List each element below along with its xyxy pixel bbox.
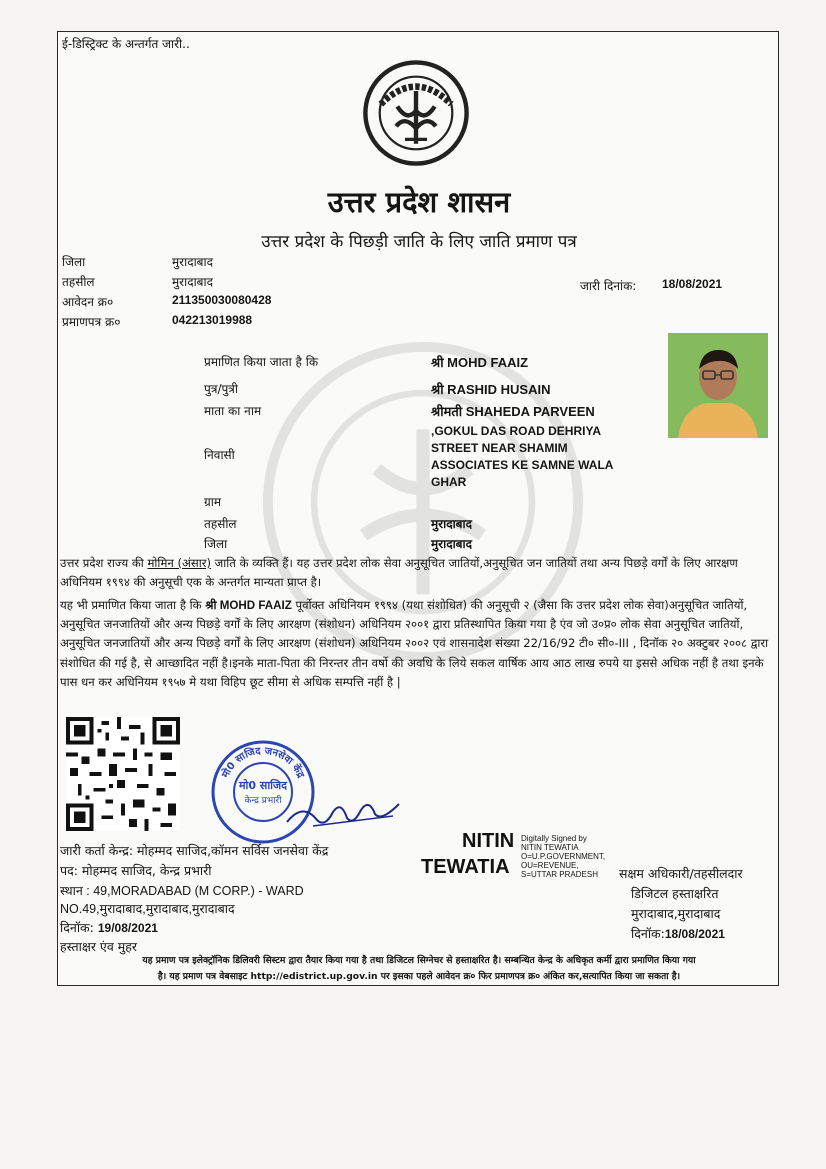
application-label: आवेदन क्र०	[62, 295, 114, 309]
tehsil2-label: तहसील	[204, 517, 237, 531]
stamp-role: केन्द्र प्रभारी	[244, 796, 282, 806]
district-value: मुरादाबाद	[172, 255, 214, 269]
address-line: ASSOCIATES KE SAMNE WALA	[431, 458, 614, 472]
issuer-place-line2: NO.49,मुरादाबाद,मुरादाबाद,मुरादाबाद	[60, 902, 235, 916]
authority-digital: डिजिटल हस्ताक्षरित	[631, 886, 719, 901]
district2-value: मुरादाबाद	[431, 537, 473, 551]
certificate-number-label: प्रमाणपत्र क्र०	[62, 315, 121, 329]
para2-name: श्री MOHD FAAIZ	[205, 599, 292, 612]
signer-last-name: TEWATIA	[421, 856, 510, 878]
caste-paragraph	[60, 554, 776, 592]
authority-date-value: 18/08/2021	[664, 927, 725, 941]
applicant-photo	[668, 333, 768, 438]
issuer-date-value: 19/08/2021	[97, 921, 158, 935]
issuing-center: जारी कर्ता केन्द्र: मोहम्मद साजिद,कॉमन सर्विस जनसेवा केंद्र	[60, 843, 329, 858]
village-label: ग्राम	[204, 495, 222, 509]
footer-line: है। यह प्रमाण पत्र वेबसाइट http://edistrict.up.gov.in पर इसका पहले आवेदन क्र० फिर प्रमाणपत्र क्र० अंकित कर,सत्यापित किया जा सकता है।	[157, 971, 681, 982]
address-line: STREET NEAR SHAMIM	[431, 441, 568, 455]
authority-place: मुरादाबाद,मुरादाबाद	[631, 906, 721, 921]
page-title: उत्तर प्रदेश शासन	[327, 185, 511, 219]
certificate-number: 042213019988	[172, 313, 253, 327]
stamp-name: मो0 साजिद	[238, 779, 288, 792]
para2-start: यह भी प्रमाणित किया जाता है कि	[60, 598, 206, 612]
dsig-line: OU=REVENUE,	[521, 861, 579, 870]
stamp-ring-text: मो0 साजिद जनसेवा केंद्र	[220, 745, 306, 780]
handwritten-signature	[283, 792, 403, 832]
address-line: ,GOKUL DAS ROAD DEHRIYA	[431, 424, 602, 438]
child-of-label: पुत्र/पुत्री	[204, 382, 239, 396]
issue-date-label: जारी दिनांक:	[580, 279, 637, 293]
tehsil-value: मुरादाबाद	[172, 275, 214, 289]
signer-first-name: NITIN	[462, 830, 515, 852]
mother-name: श्रीमती SHAHEDA PARVEEN	[431, 404, 595, 419]
dsig-line: S=UTTAR PRADESH	[521, 870, 598, 879]
dsig-line: NITIN TEWATIA	[521, 843, 579, 852]
up-government-emblem	[361, 58, 471, 168]
para1-start: उत्तर प्रदेश राज्य की	[60, 556, 148, 570]
tehsil2-value: मुरादाबाद	[431, 517, 473, 531]
authority-date	[631, 925, 725, 942]
father-name: श्री RASHID HUSAIN	[431, 382, 551, 397]
signature-seal-label: हस्ताक्षर एंव मुहर	[60, 939, 137, 954]
certification-paragraph	[60, 596, 776, 692]
application-number: 211350030080428	[172, 293, 272, 307]
certificate-subtitle: उत्तर प्रदेश के पिछड़ी जाति के लिए जाति प्रमाण पत्र	[261, 232, 577, 252]
address-line: GHAR	[431, 475, 467, 489]
issuer-post: पद: मोहम्मद साजिद, केन्द्र प्रभारी	[60, 863, 212, 878]
issuer-date-label: दिनॉक:	[60, 920, 94, 935]
district-label: जिला	[62, 255, 86, 269]
issuer-place-line1: स्थान : 49,MORADABAD (M CORP.) - WARD	[60, 884, 304, 898]
certificate-frame	[57, 31, 779, 986]
footer-line: यह प्रमाण पत्र इलेक्ट्रॉनिक डिलिवरी सिस्टम द्वारा तैयार किया गया है तथा डिजिटल सिग्नेचर से हस्ताक्षरित है। सम्बन्धित केन्द्र के अधिकृत कर्मी द्वारा प्रमाणित किया गया	[142, 955, 696, 966]
applicant-name: श्री MOHD FAAIZ	[431, 355, 529, 370]
address	[431, 423, 613, 491]
district2-label: जिला	[204, 537, 228, 551]
caste-name: मोमिन (अंसार)	[147, 556, 211, 570]
authority-date-label: दिनॉक:	[631, 926, 665, 941]
issue-date-value: 18/08/2021	[662, 277, 723, 291]
authority-title: सक्षम अधिकारी/तहसीलदार	[619, 866, 743, 881]
dsig-line: O=U.P.GOVERNMENT,	[521, 852, 606, 861]
certified-label: प्रमाणित किया जाता है कि	[204, 355, 319, 369]
footer-note	[58, 953, 780, 985]
tehsil-label: तहसील	[62, 275, 95, 289]
mother-label: माता का नाम	[204, 404, 262, 418]
digital-signature-details	[521, 834, 605, 879]
resident-label: निवासी	[204, 448, 235, 462]
qr-code	[66, 717, 180, 831]
issuer-date	[60, 919, 158, 936]
para1-end: जाति के व्यक्ति हैं। यह उत्तर प्रदेश लोक सेवा अनुसूचित जातियों,अनुसूचित जन जातियों तथा अन्य पिछड़े वर्गों के लिए आरक्षण अधिनियम १९९४ की अनुसूची एक के अन्तर्गत मान्यता प्राप्त है।	[60, 556, 738, 590]
top-note: ई-डिस्ट्रिक्ट के अन्तर्गत जारी..	[62, 37, 190, 51]
dsig-line: Digitally Signed by	[521, 834, 587, 843]
para2-end: पूर्वोक्त अधिनियम १९९४ (यथा संशोधित) की अनुसूची २ (जैसा कि उत्तर प्रदेश लोक सेवा)अनुसूचित जातियों, अनुसूचित जनजातियों और अन्य पिछड़े वर्गों के लिए आरक्षण (संशोधन) अधिनियम २००१ द्वारा प्रतिस्थापित किया गया है एंव जो उ०प्र० लोक सेवा अनुसूचित जातियों, अनुसूचित जनजातियों और अन्य पिछड़े वर्गों के लिए आरक्षण (संशोधन) अधिनियम २००२ एवं शासनादेश संख्या 22/16/92 टी० सी०-III , दिनॉक २० अक्टुबर २००८ द्वारा संशोधित की गई है, से आच्छादित नहीं है।इनके माता-पिता की निरन्तर तीन वर्षो की अवधि के लिये सकल वार्षिक आय आठ लाख रुपये या इससे अधिक नहीं है तथा इनके पास धन कर अधिनियम १९५७ मे यथा विहिप छूट सीमा से अधिक सम्पत्ति नहीं है |	[60, 598, 769, 689]
